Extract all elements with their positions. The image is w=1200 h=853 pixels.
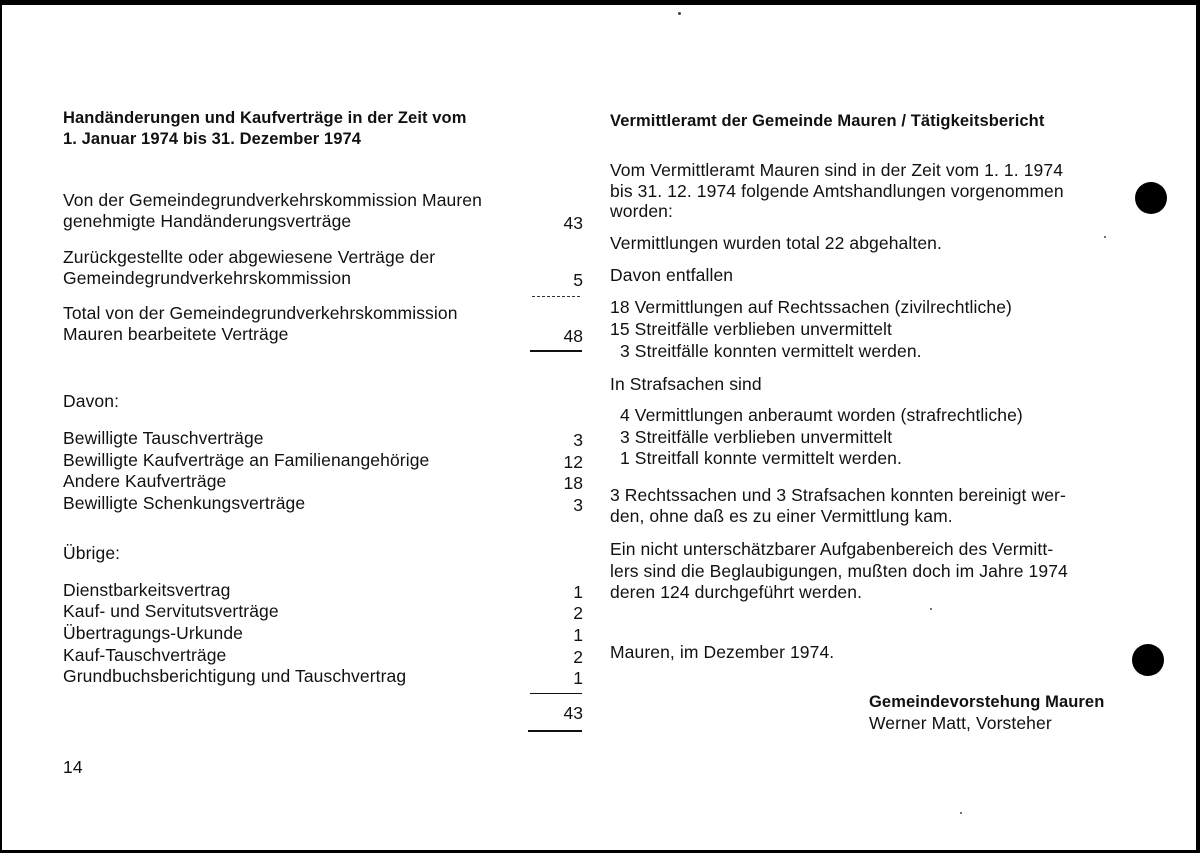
beglaubigung-line-3: deren 124 durchgeführt werden. [610, 582, 863, 602]
rejected-contracts-label-2: Gemeindegrundverkehrskommission [63, 268, 352, 288]
uebrige-total-rule [528, 730, 582, 732]
davon-item-label: Bewilligte Tauschverträge [63, 428, 264, 448]
uebrige-item-value: 1 [573, 625, 583, 645]
scan-border-top [0, 0, 1200, 5]
scan-speck [678, 12, 681, 15]
punch-hole-bottom [1132, 644, 1164, 676]
bereinigt-line-1: 3 Rechtssachen und 3 Strafsachen konnten bereinigt wer- [610, 485, 1066, 505]
straf-line: 1 Streitfall konnte vermittelt werden. [620, 448, 902, 468]
scan-border-right [1196, 0, 1200, 853]
intro-line-3: worden: [610, 201, 673, 221]
uebrige-item-label: Übertragungs-Urkunde [63, 623, 244, 643]
davon-item-value: 18 [563, 473, 583, 493]
scan-speck [930, 608, 932, 610]
civil-line: 3 Streitfälle konnten vermittelt werden. [620, 341, 922, 361]
approved-contracts-value: 43 [563, 213, 583, 233]
total-mediations: Vermittlungen wurden total 22 abgehalten. [610, 233, 942, 253]
beglaubigung-line-2: lers sind die Beglaubigungen, mußten doch im Jahre 1974 [610, 561, 1068, 581]
uebrige-label: Übrige: [63, 543, 121, 563]
uebrige-item-label: Grundbuchsberichtigung und Tauschvertrag [63, 666, 407, 686]
uebrige-total-value: 43 [563, 703, 583, 723]
uebrige-item-value: 2 [573, 647, 583, 667]
davon-label: Davon: [63, 391, 120, 411]
straf-label: In Strafsachen sind [610, 374, 762, 394]
davon-item-value: 12 [563, 452, 583, 472]
davon-item-label: Bewilligte Schenkungsverträge [63, 493, 306, 513]
approved-contracts-label-1: Von der Gemeindegrundverkehrskommission Mauren [63, 190, 482, 210]
left-heading-line-1: Handänderungen und Kaufverträge in der Zeit vom [63, 109, 467, 127]
total-contracts-label-2: Mauren bearbeitete Verträge [63, 324, 289, 344]
uebrige-item-value: 1 [573, 582, 583, 602]
uebrige-sum-rule [530, 693, 582, 694]
subtotal-rule [532, 296, 580, 297]
uebrige-item-value: 2 [573, 603, 583, 623]
scan-speck [1104, 236, 1106, 238]
signature-organization: Gemeindevorstehung Mauren [869, 693, 1105, 711]
civil-line: 15 Streitfälle verblieben unvermittelt [610, 319, 892, 339]
davon-item-value: 3 [573, 430, 583, 450]
uebrige-item-label: Dienstbarkeitsvertrag [63, 580, 231, 600]
rejected-contracts-label-1: Zurückgestellte oder abgewiesene Verträge der [63, 247, 436, 267]
beglaubigung-line-1: Ein nicht unterschätzbarer Aufgabenbereich des Vermitt- [610, 539, 1054, 559]
total-contracts-label-1: Total von der Gemeindegrundverkehrskommission [63, 303, 458, 323]
straf-line: 4 Vermittlungen anberaumt worden (strafrechtliche) [620, 405, 1023, 425]
davon-item-label: Andere Kaufverträge [63, 471, 227, 491]
uebrige-item-label: Kauf- und Servitutsverträge [63, 601, 279, 621]
page-number: 14 [63, 757, 83, 777]
davon-entfallen: Davon entfallen [610, 265, 734, 285]
right-heading: Vermittleramt der Gemeinde Mauren / Tätigkeitsbericht [610, 112, 1045, 130]
civil-line: 18 Vermittlungen auf Rechtssachen (zivilrechtliche) [610, 297, 1012, 317]
uebrige-item-value: 1 [573, 668, 583, 688]
signature-name: Werner Matt, Vorsteher [869, 713, 1052, 733]
rejected-contracts-value: 5 [573, 270, 583, 290]
davon-item-label: Bewilligte Kaufverträge an Familienangehörige [63, 450, 430, 470]
place-date: Mauren, im Dezember 1974. [610, 642, 835, 662]
intro-line-2: bis 31. 12. 1974 folgende Amtshandlungen vorgenommen [610, 181, 1064, 201]
scan-speck [960, 812, 962, 814]
davon-item-value: 3 [573, 495, 583, 515]
intro-line-1: Vom Vermittleramt Mauren sind in der Zeit vom 1. 1. 1974 [610, 160, 1064, 180]
scan-border-left [0, 0, 2, 853]
approved-contracts-label-2: genehmigte Handänderungsverträge [63, 211, 352, 231]
left-heading-line-2: 1. Januar 1974 bis 31. Dezember 1974 [63, 130, 362, 148]
uebrige-item-label: Kauf-Tauschverträge [63, 645, 227, 665]
total-contracts-value: 48 [563, 326, 583, 346]
bereinigt-line-2: den, ohne daß es zu einer Vermittlung kam. [610, 506, 953, 526]
total-double-rule [530, 350, 582, 352]
punch-hole-top [1135, 182, 1167, 214]
straf-line: 3 Streitfälle verblieben unvermittelt [620, 427, 893, 447]
